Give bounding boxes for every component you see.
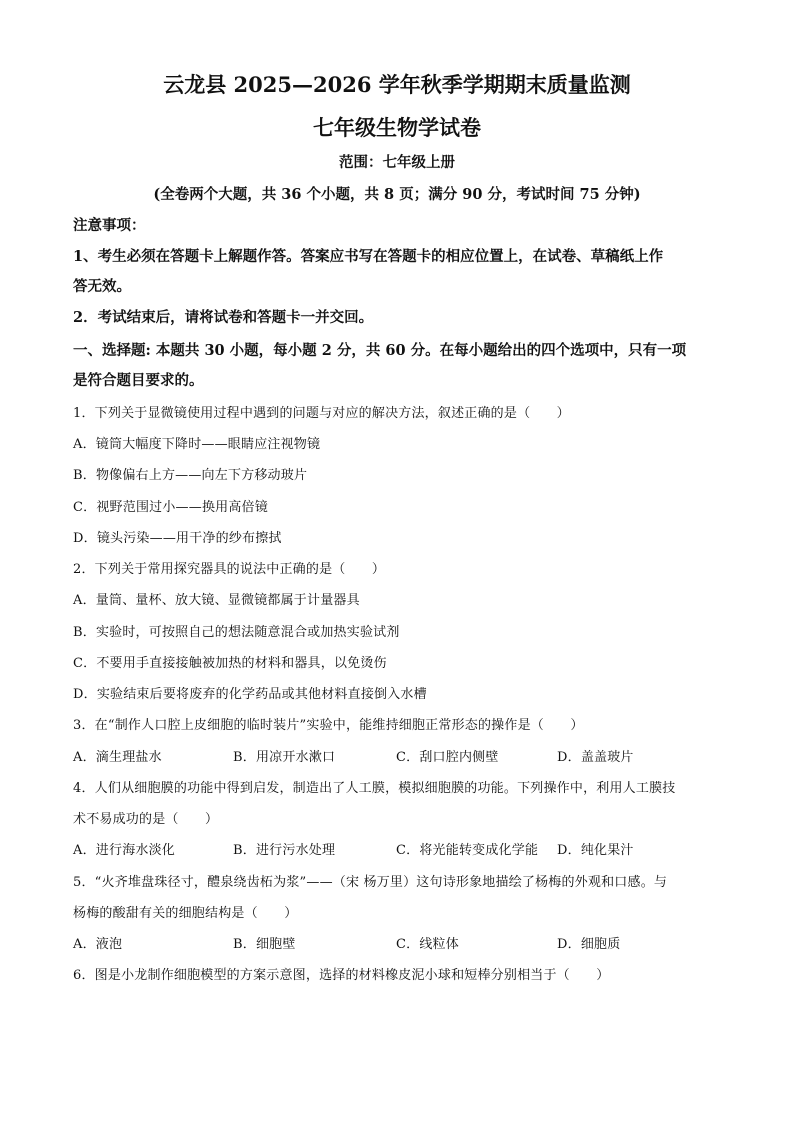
question-5-option-a: A．液泡 xyxy=(73,937,123,952)
section-heading: 一、选择题: 本题共 30 小题，每小题 2 分，共 60 分。在每小题给出的四个选项中，只有一项 xyxy=(73,342,687,359)
exam-subtitle: 七年级生物学试卷 xyxy=(313,115,481,140)
question-5-option-d: D．细胞质 xyxy=(557,937,621,952)
question-5-options xyxy=(0,933,794,953)
question-1-option-a: A．镜筒大幅度下降时——眼睛应注视物镜 xyxy=(73,437,321,452)
question-4-option-d: D．纯化果汁 xyxy=(557,843,634,858)
notice-item-1: 1、考生必须在答题卡上解题作答。答案应书写在答题卡的相应位置上，在试卷、草稿纸上作 xyxy=(73,248,664,265)
question-4-stem-cont: 术不易成功的是（ ） xyxy=(73,812,219,827)
question-5-stem: 5．“火齐堆盘珠径寸，醴泉绕齿柘为浆”——（宋 杨万里）这句诗形象地描绘了杨梅的外观和口感。与 xyxy=(73,875,668,890)
question-4-option-b: B．进行污水处理 xyxy=(233,843,336,858)
question-1-stem: 1．下列关于显微镜使用过程中遇到的问题与对应的解决方法，叙述正确的是（ ） xyxy=(73,406,570,421)
question-4-option-c: C．将光能转变成化学能 xyxy=(396,843,539,858)
question-3-option-c: C．刮口腔内侧壁 xyxy=(396,750,499,765)
question-2-option-c: C．不要用手直接接触被加热的材料和器具，以免烫伤 xyxy=(73,656,387,671)
notice-item-1-cont: 答无效。 xyxy=(73,278,131,295)
question-5-stem-cont: 杨梅的酸甜有关的细胞结构是（ ） xyxy=(73,906,298,921)
notice-item-2: 2．考试结束后，请将试卷和答题卡一并交回。 xyxy=(73,309,374,326)
question-3-option-d: D．盖盖玻片 xyxy=(557,750,634,765)
question-3-option-a: A．滴生理盐水 xyxy=(73,750,162,765)
question-2-option-d: D．实验结束后要将废弃的化学药品或其他材料直接倒入水槽 xyxy=(73,687,427,702)
question-5-option-c: C．线粒体 xyxy=(396,937,459,952)
question-3-option-b: B．用凉开水漱口 xyxy=(233,750,336,765)
question-1-option-d: D．镜头污染——用干净的纱布擦拭 xyxy=(73,531,282,546)
question-3-options xyxy=(0,746,794,766)
question-6-stem: 6．图是小龙制作细胞模型的方案示意图，选择的材料橡皮泥小球和短棒分别相当于（ ） xyxy=(73,968,610,983)
question-1-option-c: C．视野范围过小——换用高倍镜 xyxy=(73,500,268,515)
question-1-option-b: B．物像偏右上方——向左下方移动玻片 xyxy=(73,468,308,483)
question-2-option-b: B．实验时，可按照自己的想法随意混合或加热实验试剂 xyxy=(73,625,400,640)
section-heading-cont: 是符合题目要求的。 xyxy=(73,372,204,389)
notice-heading: 注意事项： xyxy=(73,217,146,234)
question-4-option-a: A．进行海水淡化 xyxy=(73,843,175,858)
exam-info: (全卷两个大题，共 36 个小题，共 8 页；满分 90 分，考试时间 75 分钟) xyxy=(153,186,641,203)
question-2-option-a: A．量筒、量杯、放大镜、显微镜都属于计量器具 xyxy=(73,593,360,608)
question-2-stem: 2．下列关于常用探究器具的说法中正确的是（ ） xyxy=(73,562,386,577)
question-4-stem: 4．人们从细胞膜的功能中得到启发，制造出了人工膜，模拟细胞膜的功能。下列操作中，利用人工膜技 xyxy=(73,781,676,796)
question-3-stem: 3．在“制作人口腔上皮细胞的临时装片”实验中，能维持细胞正常形态的操作是（ ） xyxy=(73,718,584,733)
question-4-options xyxy=(0,839,794,859)
exam-scope: 范围：七年级上册 xyxy=(339,154,455,171)
exam-title: 云龙县 2025—2026 学年秋季学期期末质量监测 xyxy=(163,72,631,97)
question-5-option-b: B．细胞壁 xyxy=(233,937,296,952)
